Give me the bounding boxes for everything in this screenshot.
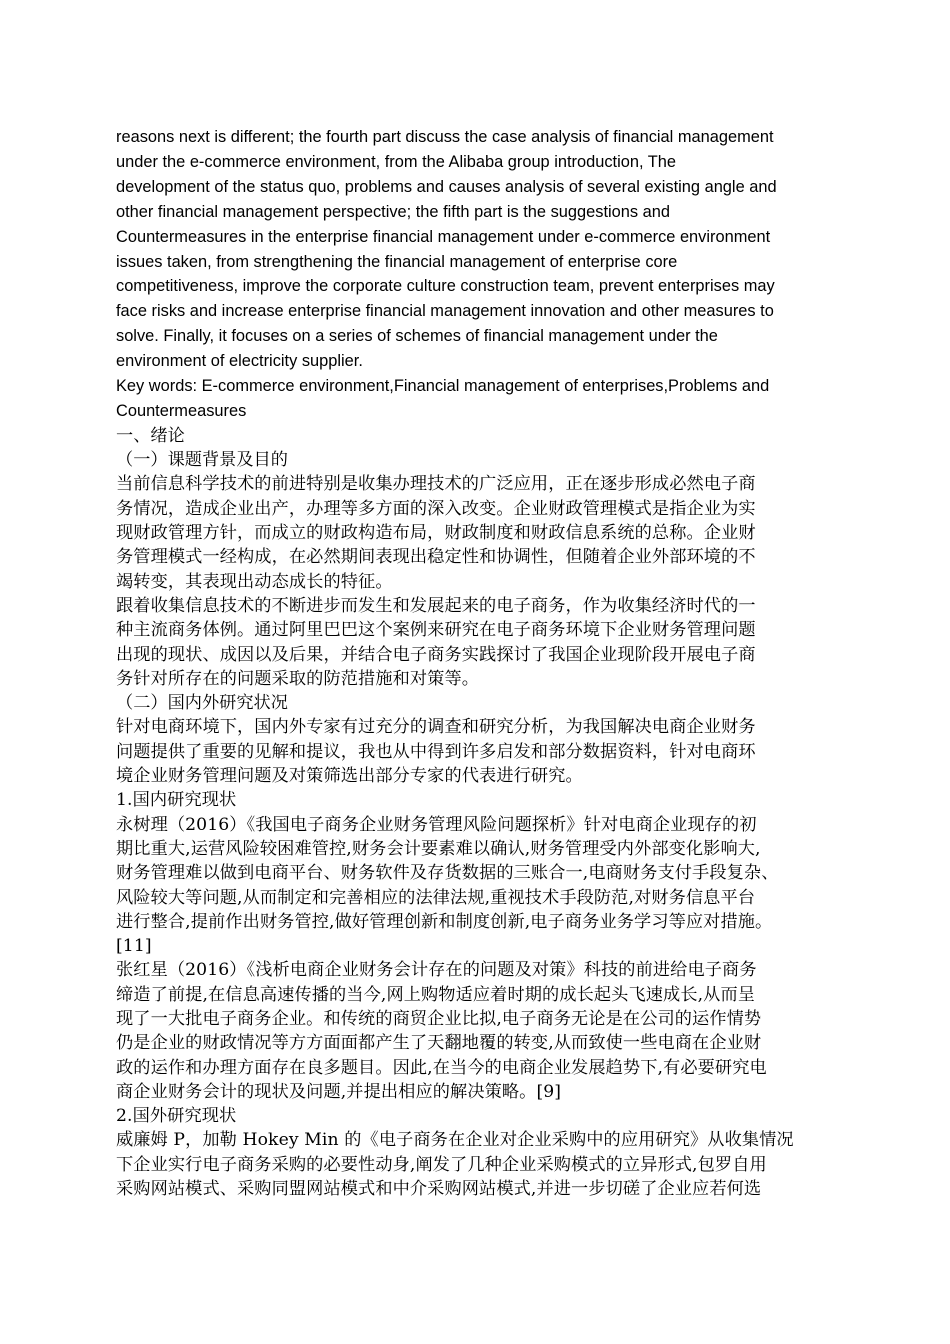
chapter-title: 一、绪论 <box>116 425 185 446</box>
domestic-research-title: 1.国内研究现状 <box>116 790 237 811</box>
keywords: Key words: E-commerce environment,Financial management of enterprises,Problems and Countermeasures <box>116 377 770 420</box>
document-body <box>116 125 838 1201</box>
section-title-background: （一）课题背景及目的 <box>116 450 288 471</box>
foreign-research-paragraph-1: 威廉姆 P，加勒 Hokey Min 的《电子商务在企业对企业采购中的应用研究》从收集情况 下企业实行电子商务采购的必要性动身,阐发了几种企业采购模式的立异形式,包罗自用 采购网站模式、采购同盟网站模式和中介采购网站模式,并进一步切磋了企业应若何选 <box>116 1130 794 1200</box>
foreign-research-title: 2.国外研究现状 <box>116 1106 237 1127</box>
abstract-continuation: reasons next is different; the fourth part discuss the case analysis of financial management under the e-commerce environment, from the Alibaba group introduction, The development of the status quo, problems and causes analysis of several existing angle and other financial management perspective; the fifth part is the suggestions and Countermeasures in the enterprise financial management under e-commerce environment issues taken, from strengthening the financial management of enterprise core competitiveness, improve the corporate culture construction team, prevent enterprises may face risks and increase enterprise financial management innovation and other measures to solve. Finally, it focuses on a series of schemes of financial management under the environment of electricity supplier. <box>116 128 777 371</box>
background-paragraph-2: 跟着收集信息技术的不断进步而发生和发展起来的电子商务，作为收集经济时代的一 种主流商务体例。通过阿里巴巴这个案例来研究在电子商务环境下企业财务管理问题 出现的现状、成因以及后果，并结合电子商务实践探讨了我国企业现阶段开展电子商 务针对所存在的问题采取的防范措施和对策等。 <box>116 595 756 689</box>
domestic-research-paragraph-1: 永树理（2016）《我国电子商务企业财务管理风险问题探析》针对电商企业现存的初 期比重大,运营风险较困难管控,财务会计要素难以确认,财务管理受内外部变化影响大, 财务管理难以做到电商平台、财务软件及存货数据的三账合一,电商财务支付手段复杂、 风险较大等问题,从而制定和完善相应的法律法规,重视技术手段防范,对财务信息平台 进行整合,提前作出财务管控,做好管理创新和制度创新,电子商务业务学习等应对措施。 [11] <box>116 814 779 957</box>
background-paragraph-1: 当前信息科学技术的前进特别是收集办理技术的广泛应用，正在逐步形成必然电子商 务情况，造成企业出产，办理等多方面的深入改变。企业财政管理模式是指企业为实 现财政管理方针，而成立的财政构造布局，财政制度和财政信息系统的总称。企业财 务管理模式一经构成，在必然期间表现出稳定性和协调性，但随着企业外部环境的不 竭转变，其表现出动态成长的特征。 <box>116 474 756 592</box>
research-intro-paragraph: 针对电商环境下，国内外专家有过充分的调查和研究分析，为我国解决电商企业财务 问题提供了重要的见解和提议，我也从中得到许多启发和部分数据资料，针对电商环 境企业财务管理问题及对策筛选出部分专家的代表进行研究。 <box>116 717 756 787</box>
section-title-research-status: （二）国内外研究状况 <box>116 693 288 714</box>
domestic-research-paragraph-2: 张红星（2016）《浅析电商企业财务会计存在的问题及对策》科技的前进给电子商务 缔造了前提,在信息高速传播的当今,网上购物适应着时期的成长起头飞速成长,从而呈 现了一大批电子商务企业。和传统的商贸企业比拟,电子商务无论是在公司的运作情势 仍是企业的财政情况等方方面面都产生了天翻地覆的转变,从而致使一些电商在企业财 政的运作和办理方面存在良多题目。因此,在当今的电商企业发展趋势下,有必要研究电 商企业财务会计的现状及问题,并提出相应的解决策略。[9] <box>116 960 767 1102</box>
